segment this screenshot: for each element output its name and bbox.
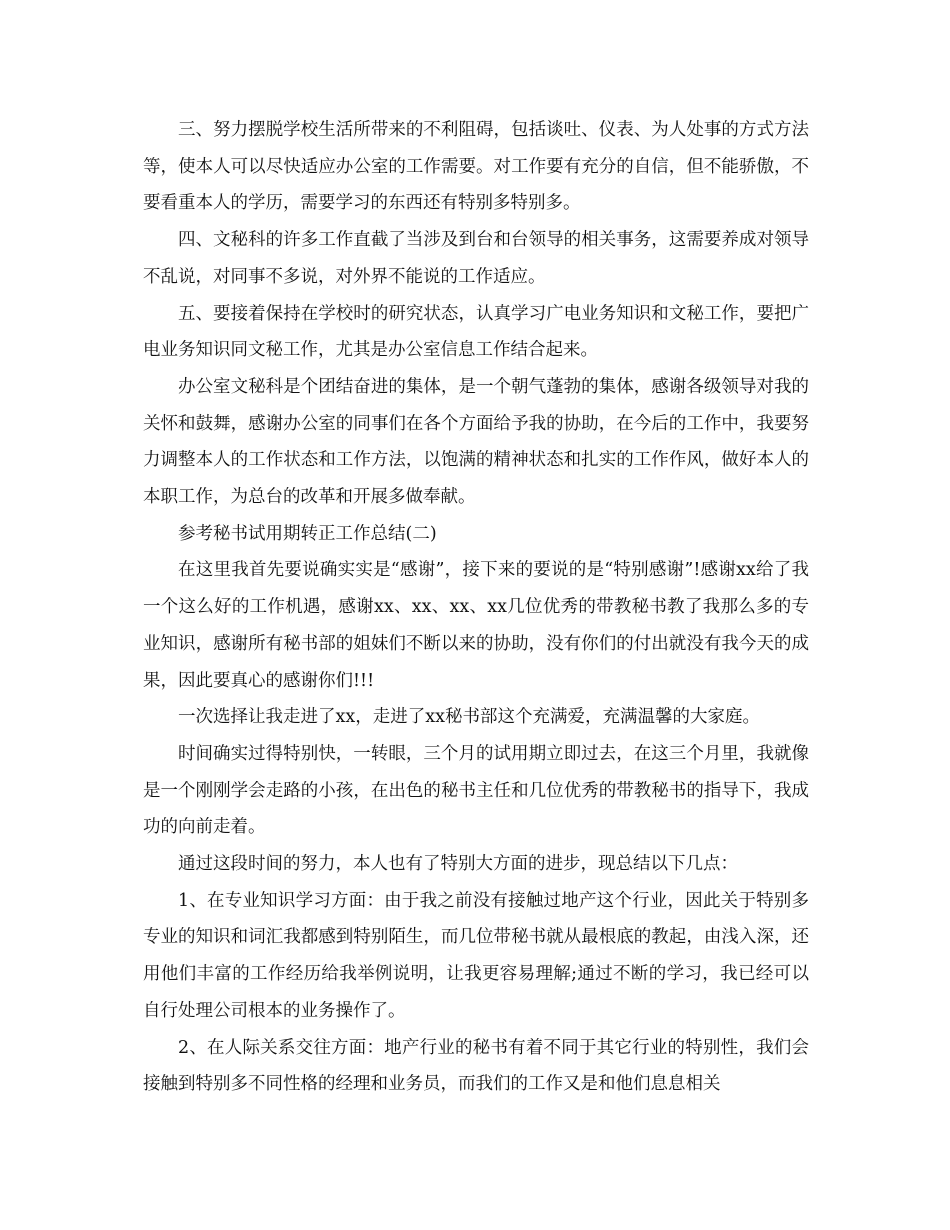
document-body	[143, 112, 809, 1103]
paragraph-point-1: 1、在专业知识学习方面：由于我之前没有接触过地产这个行业，因此关于特别多专业的知识和词汇我都感到特别陌生，而几位带秘书就从最根底的教起，由浅入深，还用他们丰富的工作经历给我举例说明，让我更容易理解;通过不断的学习，我已经可以自行处理公司根本的业务操作了。	[143, 890, 809, 1021]
paragraph-4: 四、文秘科的许多工作直截了当涉及到台和台领导的相关事务，这需要养成对领导不乱说，对同事不多说，对外界不能说的工作适应。	[143, 230, 809, 287]
paragraph-point-2: 2、在人际关系交往方面：地产行业的秘书有着不同于其它行业的特别性，我们会接触到特别多不同性格的经理和业务员，而我们的工作又是和他们息息相关	[143, 1037, 809, 1095]
paragraph-time: 时间确实过得特别快，一转眼，三个月的试用期立即过去，在这三个月里，我就像是一个刚刚学会走路的小孩，在出色的秘书主任和几位优秀的带教秘书的指导下，我成功的向前走着。	[143, 743, 809, 838]
paragraph-thanks: 在这里我首先要说确实实是“感谢”，接下来的要说的是“特别感谢”!感谢xx给了我一个这么好的工作机遇，感谢xx、xx、xx、xx几位优秀的带教秘书教了我那么多的专业知识，感谢所有秘书部的姐妹们不断以来的协助，没有你们的付出就没有我今天的成果，因此要真心的感谢你们!!!	[143, 560, 809, 691]
paragraph-3: 三、努力摆脱学校生活所带来的不利阻碍，包括谈吐、仪表、为人处事的方式方法等，使本人可以尽快适应办公室的工作需要。对工作要有充分的自信，但不能骄傲，不要看重本人的学历，需要学习的东西还有特别多特别多。	[143, 120, 809, 214]
paragraph-closing: 办公室文秘科是个团结奋进的集体，是一个朝气蓬勃的集体，感谢各级领导对我的关怀和鼓舞，感谢办公室的同事们在各个方面给予我的协助，在今后的工作中，我要努力调整本人的工作状态和工作方法，以饱满的精神状态和扎实的工作作风，做好本人的本职工作，为总台的改革和开展多做奉献。	[143, 376, 809, 508]
paragraph-5: 五、要接着保持在学校时的研究状态，认真学习广电业务知识和文秘工作，要把广电业务知识同文秘工作，尤其是办公室信息工作结合起来。	[143, 303, 809, 361]
paragraph-choice: 一次选择让我走进了xx，走进了xx秘书部这个充满爱，充满温馨的大家庭。	[178, 707, 760, 728]
section-title: 参考秘书试用期转正工作总结(二)	[178, 523, 437, 544]
paragraph-summary-intro: 通过这段时间的努力，本人也有了特别大方面的进步，现总结以下几点：	[178, 854, 738, 875]
